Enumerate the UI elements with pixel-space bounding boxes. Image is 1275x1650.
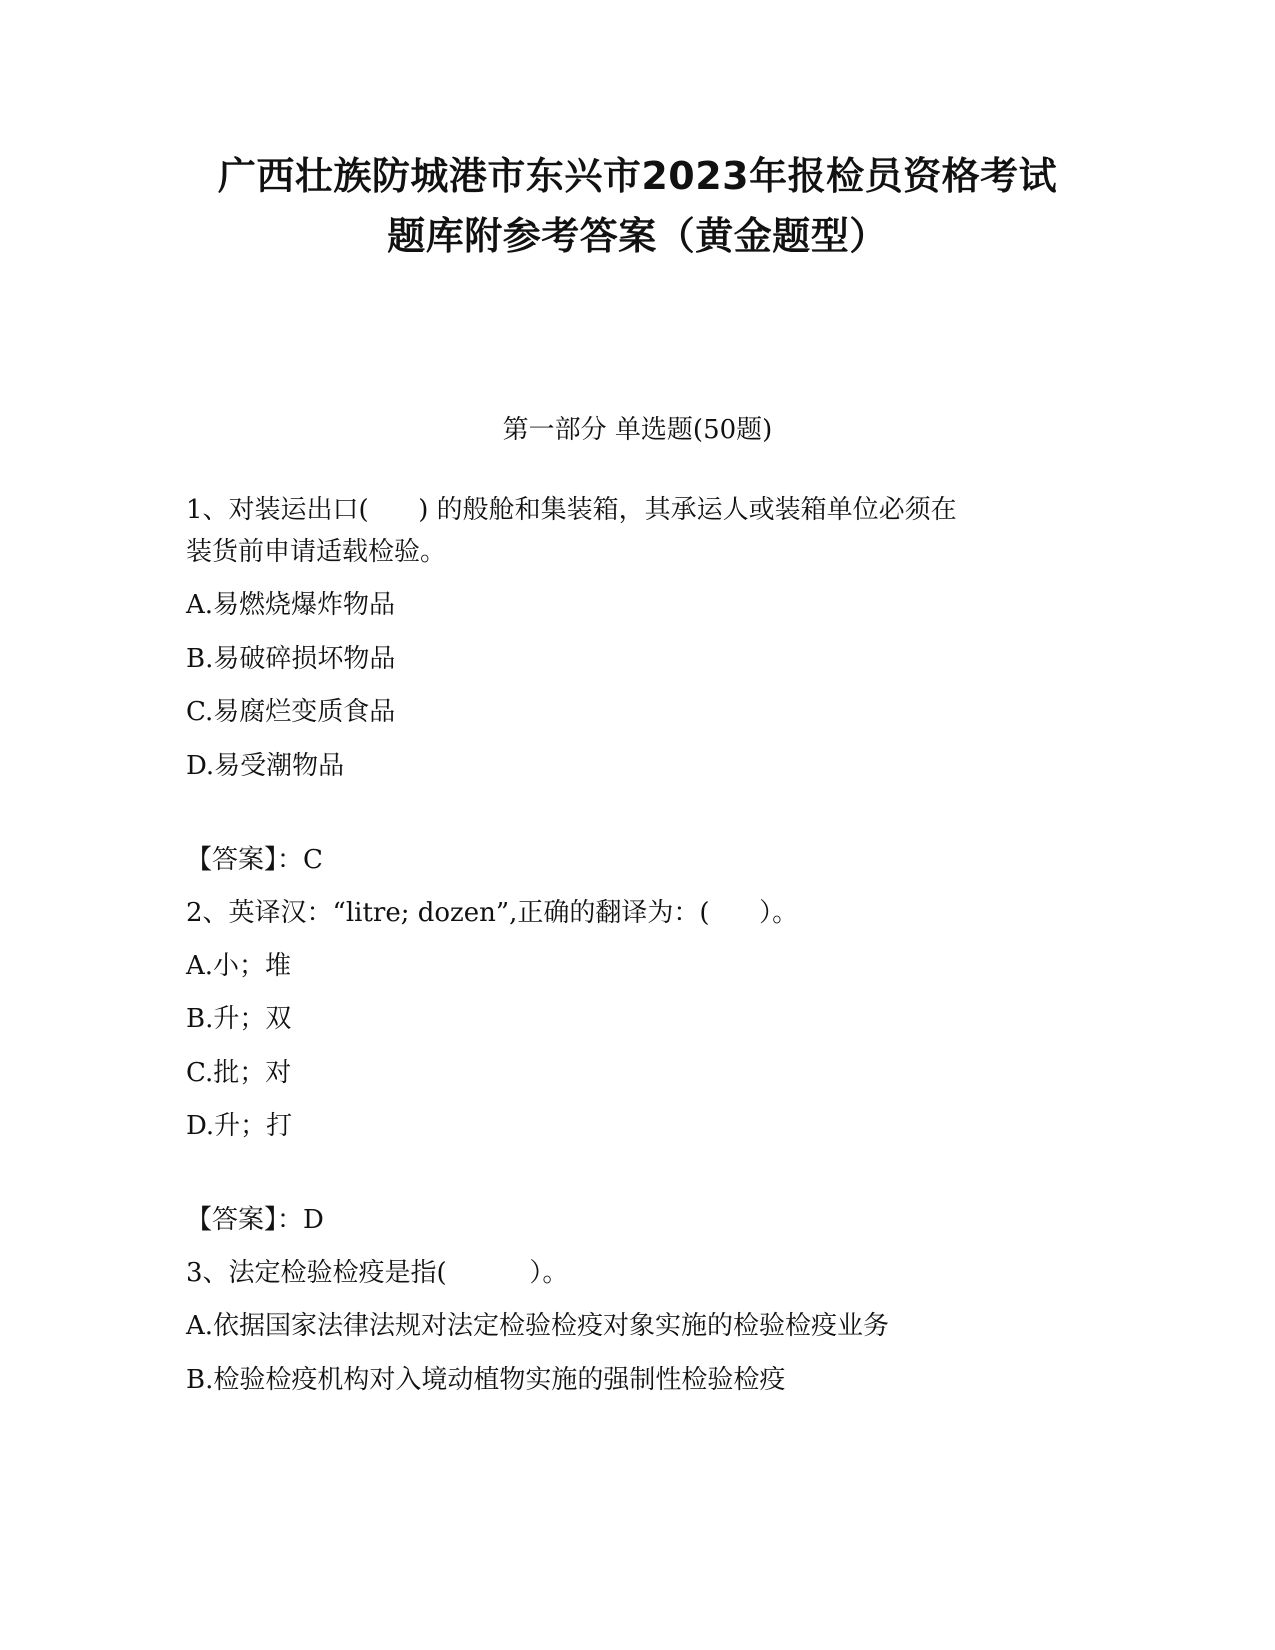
document-title-line-1: 广西壮族防城港市东兴市2023年报检员资格考试	[217, 154, 1058, 198]
question-1-option-a: A.易燃烧爆炸物品	[186, 590, 396, 620]
question-1-option-c: C.易腐烂变质食品	[186, 697, 396, 727]
question-1-option-d: D.易受潮物品	[186, 751, 345, 781]
question-2-option-d: D.升；打	[186, 1111, 293, 1141]
question-3-option-a: A.依据国家法律法规对法定检验检疫对象实施的检验检疫业务	[186, 1311, 890, 1341]
question-2-option-a: A.小；堆	[186, 951, 292, 981]
question-2-answer: 【答案】：D	[186, 1205, 324, 1235]
question-1-stem-line-2: 装货前申请适载检验。	[186, 537, 447, 567]
document-title-line-2: 题库附参考答案（黄金题型）	[387, 214, 888, 258]
section-heading: 第一部分 单选题(50题)	[502, 415, 773, 445]
question-3-stem: 3、法定检验检疫是指( ）。	[186, 1258, 569, 1288]
question-1-answer: 【答案】：C	[186, 845, 323, 875]
question-1-stem-line-1: 1、对装运出口( ) 的般舱和集装箱，其承运人或装箱单位必须在	[186, 495, 957, 525]
question-2-stem: 2、英译汉：“litre; dozen”,正确的翻译为：( ）。	[186, 898, 799, 928]
question-3-option-b: B.检验检疫机构对入境动植物实施的强制性检验检疫	[186, 1365, 786, 1395]
question-2-option-c: C.批；对	[186, 1058, 292, 1088]
question-1-option-b: B.易破碎损坏物品	[186, 644, 396, 674]
question-2-option-b: B.升；双	[186, 1004, 292, 1034]
